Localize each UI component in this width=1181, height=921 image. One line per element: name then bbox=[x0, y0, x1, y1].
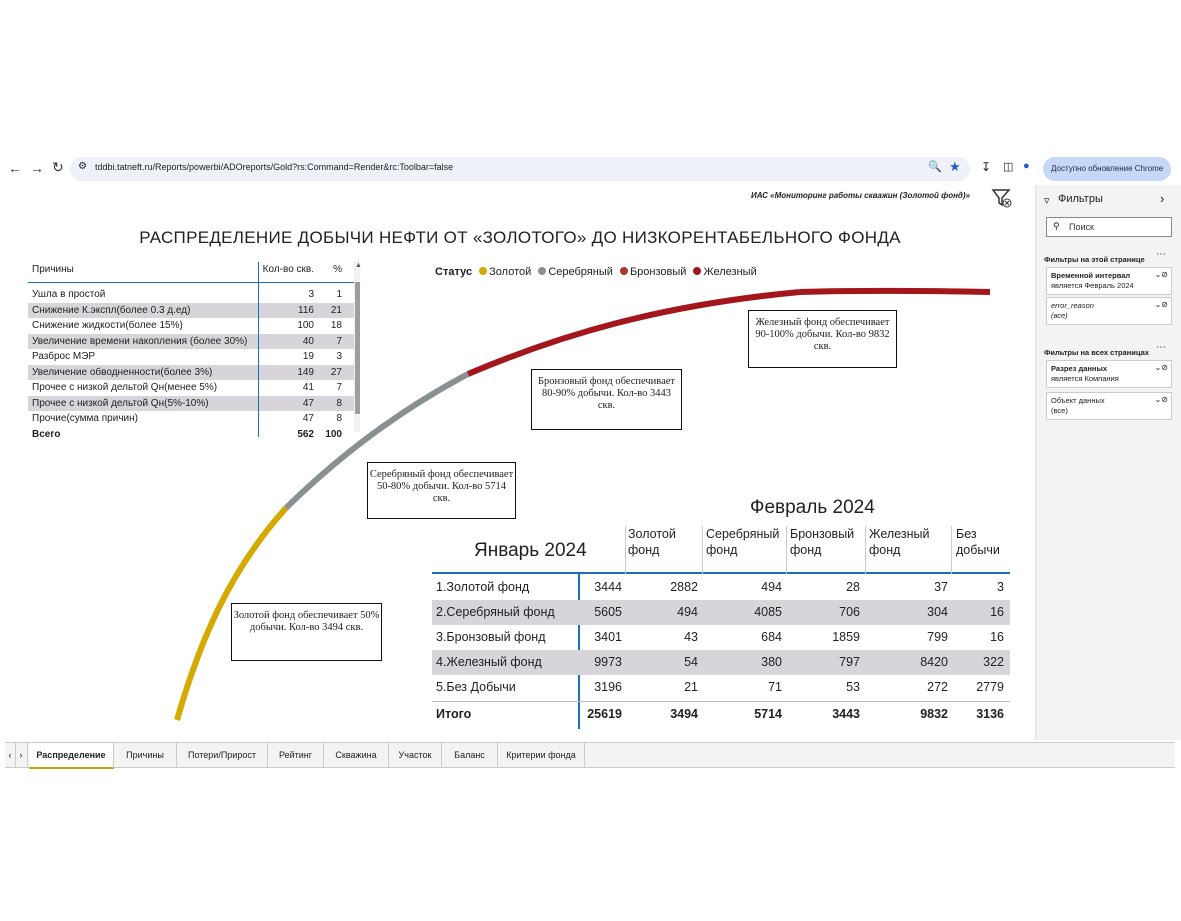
iron-segment bbox=[800, 291, 990, 292]
total-value: 3443 bbox=[832, 707, 860, 721]
filter-card[interactable] bbox=[1046, 360, 1172, 388]
total-value: 3136 bbox=[976, 707, 1004, 721]
fund-label: 3.Бронзовый фонд bbox=[436, 630, 546, 644]
bronze-fund-note: Бронзовый фонд обеспечивает 80-90% добычи. Кол-во 3443 скв. bbox=[531, 369, 682, 430]
legend-item[interactable]: Серебряный bbox=[548, 266, 613, 278]
page-tabs bbox=[5, 742, 1175, 768]
reason-cell: Увеличение обводненности(более 3%) bbox=[32, 366, 213, 378]
bookmark-star-icon[interactable]: ★ bbox=[949, 159, 961, 174]
percent-cell: 3 bbox=[336, 351, 342, 362]
january-title: Январь 2024 bbox=[474, 540, 587, 561]
fund-label: 5.Без Добычи bbox=[436, 680, 516, 694]
download-icon[interactable]: ↧ bbox=[981, 160, 992, 174]
tab-losses[interactable]: Потери/Прирост bbox=[177, 743, 268, 767]
fund-label: 1.Золотой фонд bbox=[436, 580, 530, 594]
february-title: Февраль 2024 bbox=[750, 497, 875, 518]
search-icon: ⚲ bbox=[1053, 221, 1060, 231]
header-separator bbox=[951, 526, 952, 574]
january-value: 3444 bbox=[594, 580, 622, 594]
cell-value: 2779 bbox=[976, 680, 1004, 694]
tabs-prev-icon[interactable]: ‹ bbox=[5, 743, 16, 767]
reason-cell: Прочие(сумма причин) bbox=[32, 413, 138, 424]
cell-value: 684 bbox=[761, 630, 782, 644]
page-filters-heading: Фильтры на этой странице bbox=[1044, 255, 1145, 264]
reason-cell: Снижение жидкости(более 15%) bbox=[32, 320, 183, 331]
reason-cell: Снижение К.экспл(более 0.3 д.ед) bbox=[32, 304, 191, 316]
silver-fund-note: Серебряный фонд обеспечивает 50-80% добычи. Кол-во 5714 скв. bbox=[367, 462, 516, 519]
count-cell: 116 bbox=[298, 304, 314, 316]
url-text: tddbi.tatneft.ru/Reports/powerbi/ADOreports/Gold?rs:Command=Render&rc:Toolbar=false bbox=[95, 162, 454, 172]
zoom-icon[interactable]: 🔍 bbox=[928, 161, 942, 173]
filter-icon: ▿ bbox=[1044, 195, 1050, 207]
back-icon[interactable]: ← bbox=[8, 160, 22, 176]
tabs-next-icon[interactable]: › bbox=[15, 743, 28, 767]
cell-value: 71 bbox=[768, 680, 782, 694]
january-total: 25619 bbox=[587, 707, 622, 721]
reload-icon[interactable]: ↻ bbox=[52, 159, 64, 175]
count-cell: 47 bbox=[302, 413, 314, 424]
filter-name: error_reason bbox=[1051, 301, 1094, 310]
reason-cell: Прочее с низкой дельтой Qн(5%-10%) bbox=[32, 397, 209, 409]
total-row bbox=[432, 702, 1010, 727]
reason-cell: Разброс МЭР bbox=[32, 351, 96, 362]
column-header[interactable]: Кол-во скв. bbox=[262, 264, 314, 275]
header-separator bbox=[625, 526, 626, 574]
column-header[interactable]: Без добычи bbox=[956, 527, 1000, 557]
profile-avatar-icon[interactable]: ● bbox=[1023, 160, 1030, 172]
header-separator bbox=[786, 526, 787, 574]
filter-search-input[interactable] bbox=[1046, 217, 1172, 237]
legend-item[interactable]: Бронзовый bbox=[629, 266, 687, 278]
header-divider bbox=[432, 572, 1010, 574]
fund-label: 4.Железный фонд bbox=[436, 655, 542, 669]
cell-value: 16 bbox=[990, 605, 1004, 619]
tab-balance[interactable]: Баланс bbox=[442, 743, 498, 767]
chevron-down-icon[interactable]: ⌄⊘ bbox=[1154, 395, 1168, 404]
total-label: Всего bbox=[32, 428, 61, 440]
cell-value: 16 bbox=[990, 630, 1004, 644]
iron-fund-note: Железный фонд обеспечивает 90-100% добычи. Кол-во 9832 скв. bbox=[748, 310, 897, 368]
cell-value: 494 bbox=[677, 605, 698, 619]
filters-title: Фильтры bbox=[1058, 193, 1103, 205]
cell-value: 28 bbox=[846, 580, 860, 594]
count-cell: 40 bbox=[302, 335, 314, 347]
reason-cell: Ушла в простой bbox=[32, 289, 106, 300]
cell-value: 3 bbox=[997, 580, 1004, 594]
report-header: ИАС «Мониторинг работы скважин (Золотой фонд)» bbox=[750, 191, 970, 200]
column-header[interactable]: Бронзовый фонд bbox=[790, 527, 855, 557]
percent-cell: 18 bbox=[330, 320, 342, 331]
tab-rating[interactable]: Рейтинг bbox=[268, 743, 324, 767]
forward-icon[interactable]: → bbox=[30, 160, 44, 176]
column-header[interactable]: % bbox=[333, 264, 342, 275]
cell-value: 322 bbox=[983, 655, 1004, 669]
scroll-up-icon[interactable]: ▲ bbox=[355, 262, 362, 269]
tab-reasons[interactable]: Причины bbox=[114, 743, 177, 767]
filter-card[interactable] bbox=[1046, 267, 1172, 295]
january-value: 5605 bbox=[594, 605, 622, 619]
chevron-down-icon[interactable]: ⌄⊘ bbox=[1154, 363, 1168, 372]
percent-cell: 21 bbox=[330, 304, 342, 316]
total-percent: 100 bbox=[325, 428, 342, 440]
chevron-down-icon[interactable]: ⌄⊘ bbox=[1154, 270, 1168, 279]
table-row[interactable] bbox=[432, 600, 1010, 625]
more-options-icon[interactable]: ⋯ bbox=[1156, 342, 1166, 353]
cell-value: 304 bbox=[927, 605, 948, 619]
filters-pane bbox=[1035, 185, 1181, 740]
column-header[interactable]: Причины bbox=[32, 264, 74, 275]
cell-value: 706 bbox=[839, 605, 860, 619]
percent-cell: 7 bbox=[336, 335, 342, 347]
filter-name: Объект данных bbox=[1051, 396, 1105, 405]
tab-well[interactable]: Скважина bbox=[324, 743, 389, 767]
cell-value: 54 bbox=[684, 655, 698, 669]
cell-value: 797 bbox=[839, 655, 860, 669]
side-panel-icon[interactable]: ◫ bbox=[1003, 161, 1014, 173]
legend-title: Статус bbox=[435, 266, 473, 278]
table-row[interactable] bbox=[432, 650, 1010, 675]
count-cell: 47 bbox=[302, 397, 314, 409]
cell-value: 2882 bbox=[670, 580, 698, 594]
january-value: 3196 bbox=[594, 680, 622, 694]
percent-cell: 1 bbox=[336, 289, 342, 300]
search-placeholder: Поиск bbox=[1069, 222, 1094, 232]
filter-card[interactable] bbox=[1046, 297, 1172, 325]
site-info-icon[interactable]: ⚙ bbox=[78, 161, 87, 172]
count-cell: 3 bbox=[308, 289, 314, 300]
table-row[interactable] bbox=[432, 675, 1010, 700]
chevron-down-icon[interactable]: ⌄⊘ bbox=[1154, 300, 1168, 309]
cell-value: 799 bbox=[927, 630, 948, 644]
reason-cell: Увеличение времени накопления (более 30%) bbox=[32, 335, 248, 347]
cell-value: 53 bbox=[846, 680, 860, 694]
header-separator bbox=[702, 526, 703, 574]
percent-cell: 8 bbox=[336, 397, 342, 409]
cell-value: 272 bbox=[927, 680, 948, 694]
cell-value: 21 bbox=[684, 680, 698, 694]
cell-value: 494 bbox=[761, 580, 782, 594]
cell-value: 4085 bbox=[754, 605, 782, 619]
tab-fund-criteria[interactable]: Критерии фонда bbox=[498, 743, 585, 767]
total-value: 5714 bbox=[754, 707, 782, 721]
filter-name: Временной интервал bbox=[1051, 271, 1131, 280]
percent-cell: 7 bbox=[336, 382, 342, 393]
more-options-icon[interactable]: ⋯ bbox=[1156, 249, 1166, 260]
count-cell: 41 bbox=[302, 382, 314, 393]
filter-card[interactable] bbox=[1046, 392, 1172, 420]
total-value: 9832 bbox=[920, 707, 948, 721]
percent-cell: 27 bbox=[330, 366, 342, 378]
tab-distribution[interactable]: Распределение bbox=[29, 743, 114, 769]
cell-value: 1859 bbox=[832, 630, 860, 644]
filter-value: является Февраль 2024 bbox=[1051, 281, 1134, 290]
filter-value: (все) bbox=[1051, 311, 1068, 320]
cell-value: 8420 bbox=[920, 655, 948, 669]
count-cell: 100 bbox=[297, 320, 314, 331]
column-header[interactable]: Серебряный фонд bbox=[706, 527, 780, 557]
table-row[interactable] bbox=[432, 575, 1010, 600]
gold-fund-note: Золотой фонд обеспечивает 50% добычи. Кол-во 3494 скв. bbox=[231, 603, 382, 661]
chrome-update-button[interactable]: Доступно обновление Chrome bbox=[1043, 157, 1171, 181]
filter-name: Разрез данных bbox=[1051, 364, 1108, 373]
legend-item[interactable]: Золотой bbox=[489, 266, 532, 278]
january-value: 9973 bbox=[594, 655, 622, 669]
count-cell: 149 bbox=[297, 366, 314, 378]
percent-cell: 8 bbox=[336, 413, 342, 424]
january-value: 3401 bbox=[594, 630, 622, 644]
header-separator bbox=[865, 526, 866, 574]
column-header[interactable]: Железный фонд bbox=[869, 527, 930, 557]
page-title: РАСПРЕДЕЛЕНИЕ ДОБЫЧИ НЕФТИ ОТ «ЗОЛОТОГО» ДО НИЗКОРЕНТАБЕЛЬНОГО ФОНДА bbox=[139, 228, 901, 247]
total-count: 562 bbox=[297, 428, 314, 440]
filter-value: (все) bbox=[1051, 406, 1068, 415]
cell-value: 37 bbox=[934, 580, 948, 594]
total-value: 3494 bbox=[670, 707, 698, 721]
fund-label: 2.Серебряный фонд bbox=[436, 605, 555, 619]
legend-item[interactable]: Железный bbox=[703, 266, 757, 278]
tab-area[interactable]: Участок bbox=[389, 743, 442, 767]
column-header[interactable]: Золотой фонд bbox=[628, 527, 676, 557]
total-label: Итого bbox=[436, 707, 472, 721]
filter-value: является Компания bbox=[1051, 374, 1119, 383]
cell-value: 43 bbox=[684, 630, 698, 644]
table-row[interactable] bbox=[432, 625, 1010, 650]
all-filters-heading: Фильтры на всех страницах bbox=[1044, 348, 1149, 357]
cell-value: 380 bbox=[761, 655, 782, 669]
collapse-pane-icon[interactable]: › bbox=[1160, 191, 1165, 206]
count-cell: 19 bbox=[302, 351, 314, 362]
reason-cell: Прочее с низкой дельтой Qн(менее 5%) bbox=[32, 382, 218, 393]
